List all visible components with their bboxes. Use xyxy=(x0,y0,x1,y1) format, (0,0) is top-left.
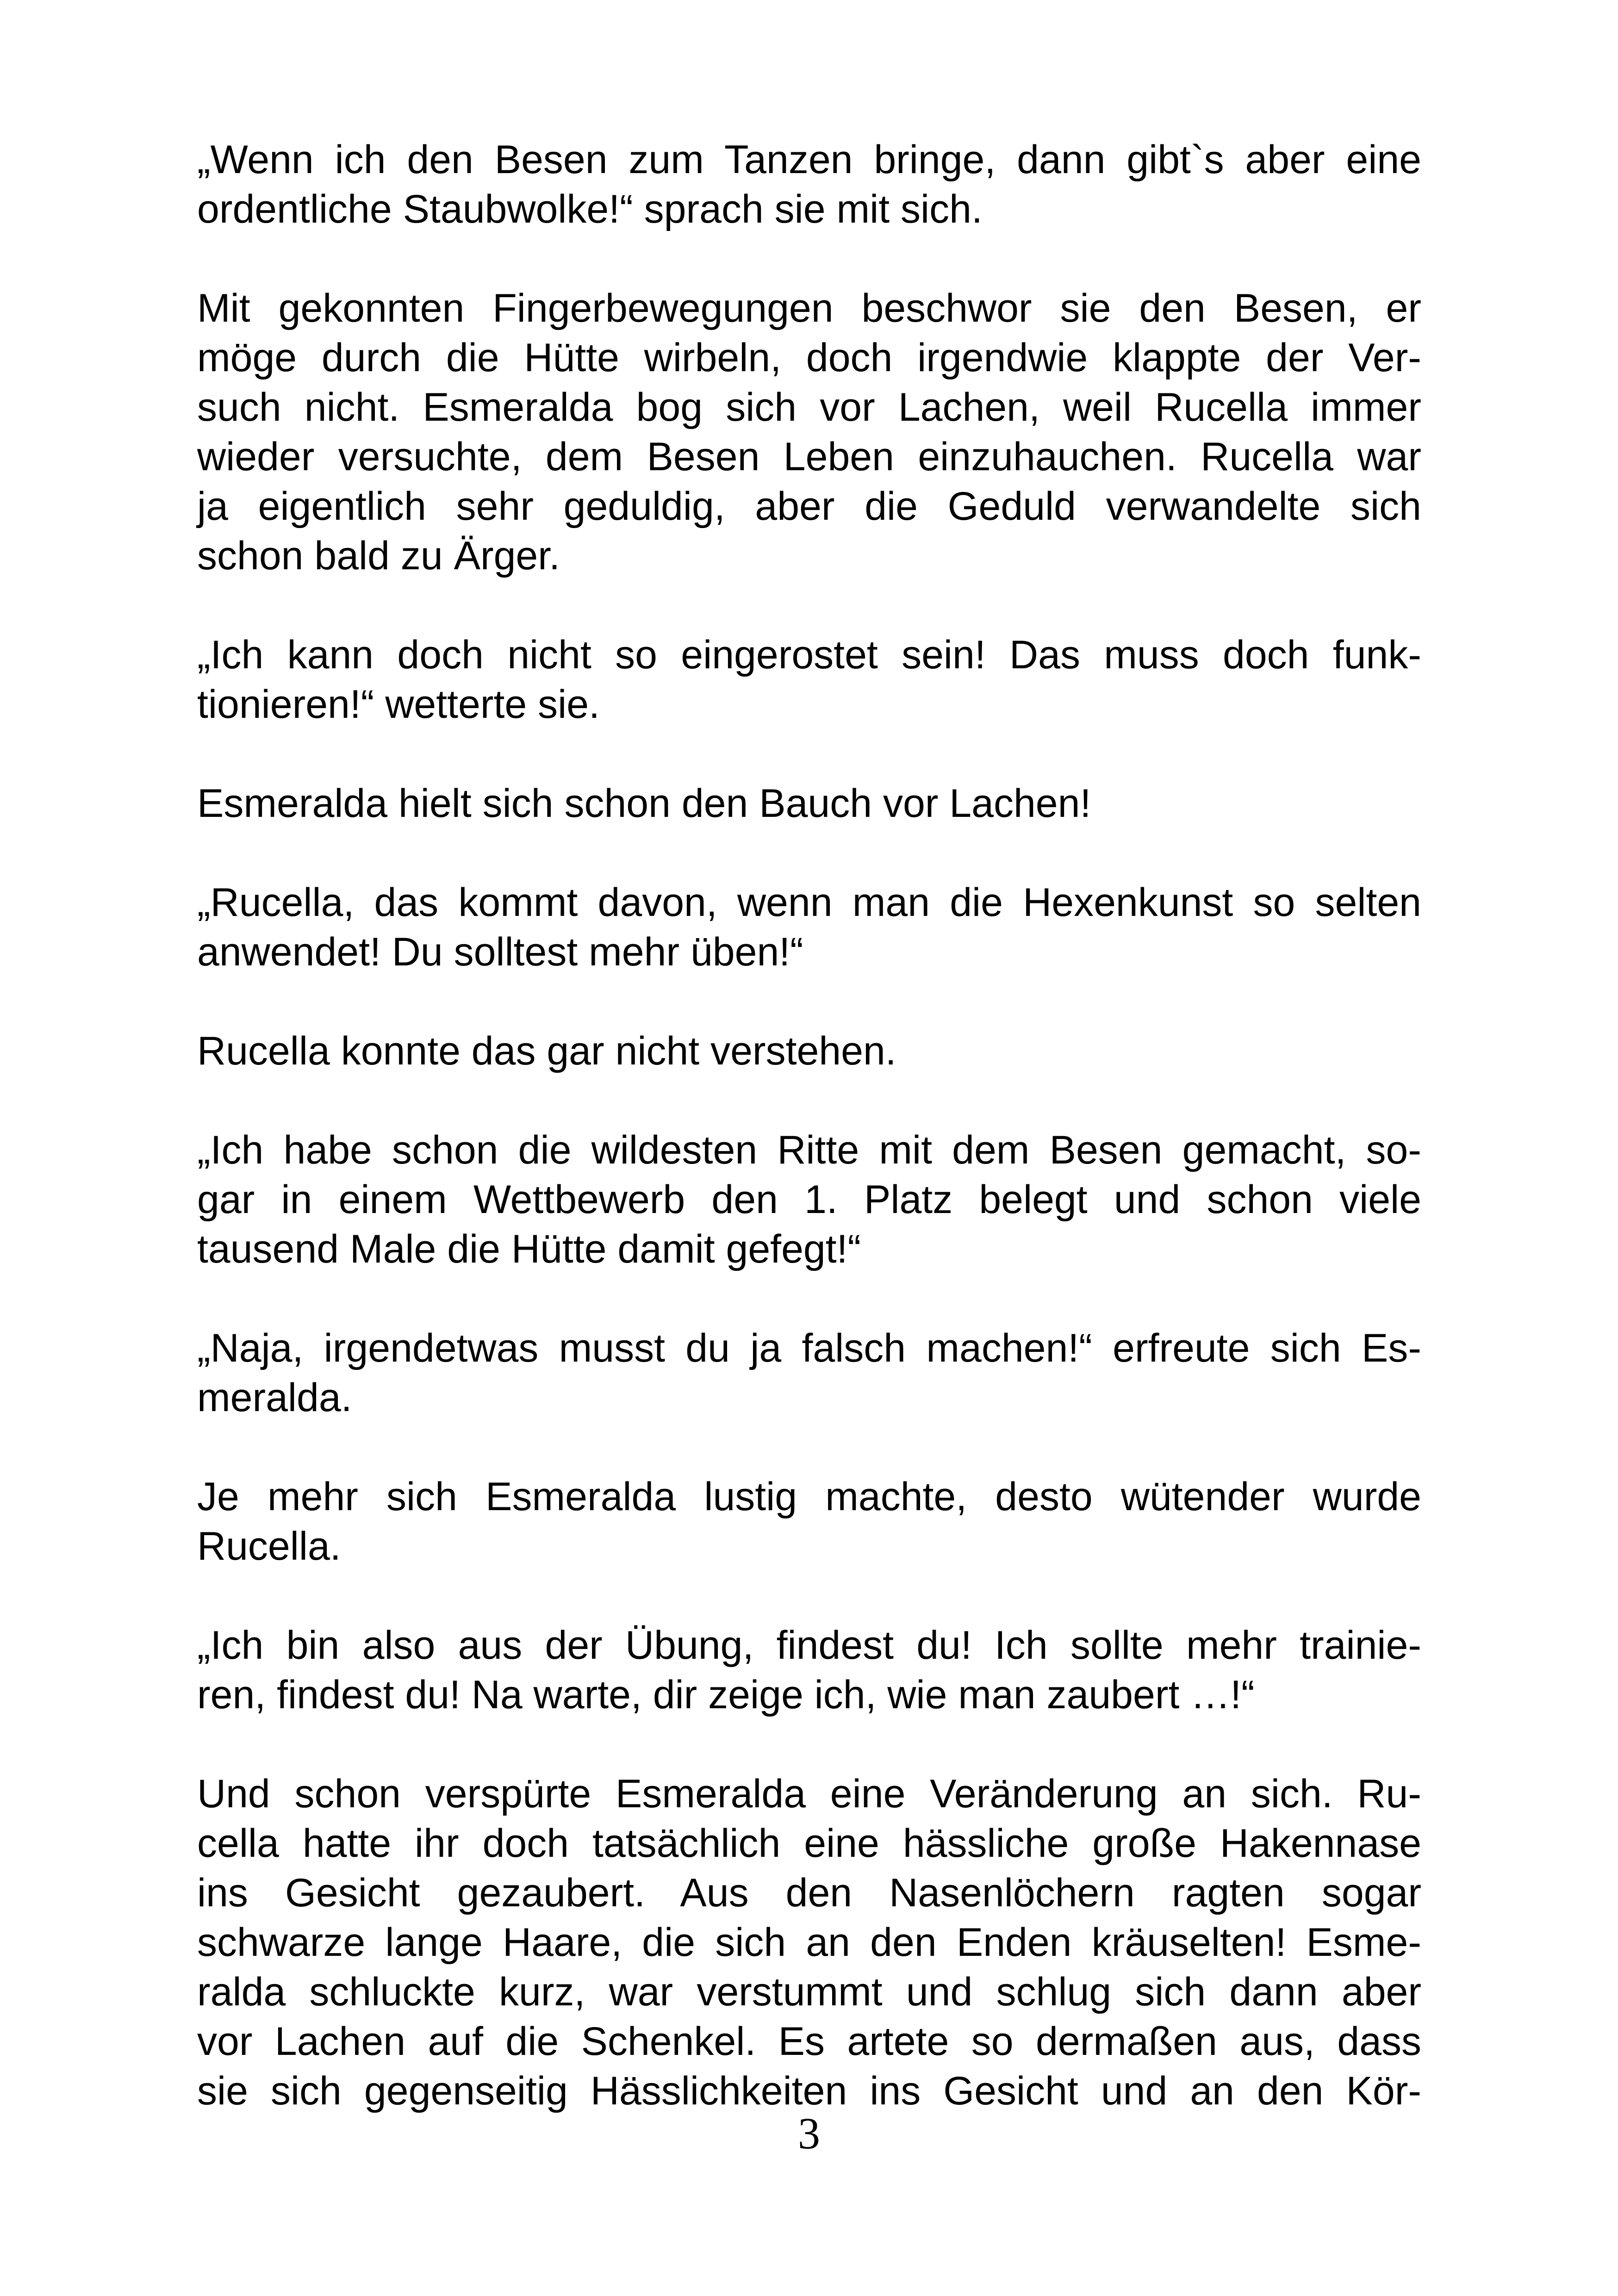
page-number: 3 xyxy=(798,2109,820,2158)
paragraph xyxy=(197,1621,1421,1720)
text-line: ordentliche Staubwolke!“ sprach sie mit sich. xyxy=(197,187,983,231)
paragraph xyxy=(197,135,1421,234)
text-line: ja eigentlich sehr geduldig, aber die Geduld verwandelte sich xyxy=(197,484,1421,529)
text-line: Und schon verspürte Esmeralda eine Veränderung an sich. Ru- xyxy=(197,1772,1421,1816)
paragraph xyxy=(197,1027,1421,1076)
text-line: Rucella. xyxy=(197,1524,341,1568)
paragraph xyxy=(197,1769,1421,2116)
text-line: möge durch die Hütte wirbeln, doch irgendwie klappte der Ver- xyxy=(197,336,1421,380)
text-line: „Ich kann doch nicht so eingerostet sein! Das muss doch funk- xyxy=(197,633,1421,677)
text-line: vor Lachen auf die Schenkel. Es artete so dermaßen aus, dass xyxy=(197,2019,1421,2064)
text-line: cella hatte ihr doch tatsächlich eine hässliche große Hakennase xyxy=(197,1821,1421,1866)
text-line: „Naja, irgendetwas musst du ja falsch machen!“ erfreute sich Es- xyxy=(197,1326,1421,1370)
text-line: ren, findest du! Na warte, dir zeige ich, wie man zaubert …!“ xyxy=(197,1673,1255,1717)
text-line: schon bald zu Ärger. xyxy=(197,534,560,578)
text-line: „Wenn ich den Besen zum Tanzen bringe, dann gibt`s aber eine xyxy=(197,137,1421,182)
paragraph xyxy=(197,1472,1421,1571)
text-line: sie sich gegenseitig Hässlichkeiten ins Gesicht und an den Kör- xyxy=(197,2069,1421,2113)
text-line: gar in einem Wettbewerb den 1. Platz belegt und schon viele xyxy=(197,1177,1421,1222)
text-line: such nicht. Esmeralda bog sich vor Lachen, weil Rucella immer xyxy=(197,385,1421,429)
text-line: „Ich bin also aus der Übung, findest du! Ich sollte mehr trainie- xyxy=(197,1623,1421,1668)
paragraph xyxy=(197,1126,1421,1274)
text-line: Rucella konnte das gar nicht verstehen. xyxy=(197,1029,896,1073)
paragraph xyxy=(197,878,1421,977)
text-line: Esmeralda hielt sich schon den Bauch vor Lachen! xyxy=(197,781,1091,826)
text-line: „Ich habe schon die wildesten Ritte mit dem Besen gemacht, so- xyxy=(197,1128,1421,1172)
text-line: „Rucella, das kommt davon, wenn man die Hexenkunst so selten xyxy=(197,880,1421,925)
text-line: ralda schluckte kurz, war verstummt und schlug sich dann aber xyxy=(197,1970,1421,2014)
paragraph xyxy=(197,1324,1421,1423)
text-line: Je mehr sich Esmeralda lustig machte, desto wütender wurde xyxy=(197,1475,1421,1519)
text-line: Mit gekonnten Fingerbewegungen beschwor sie den Besen, er xyxy=(197,286,1421,330)
text-line: ins Gesicht gezaubert. Aus den Nasenlöchern ragten sogar xyxy=(197,1871,1421,1915)
paragraph xyxy=(197,779,1421,828)
body-text xyxy=(197,135,1421,2116)
text-line: tionieren!“ wetterte sie. xyxy=(197,682,600,727)
text-line: anwendet! Du solltest mehr üben!“ xyxy=(197,930,803,974)
text-line: schwarze lange Haare, die sich an den Enden kräuselten! Esme- xyxy=(197,1920,1421,1965)
text-line: wieder versuchte, dem Besen Leben einzuhauchen. Rucella war xyxy=(197,435,1421,479)
paragraph xyxy=(197,630,1421,729)
text-line: tausend Male die Hütte damit gefegt!“ xyxy=(197,1227,861,1271)
text-line: meralda. xyxy=(197,1375,352,1420)
paragraph xyxy=(197,284,1421,581)
